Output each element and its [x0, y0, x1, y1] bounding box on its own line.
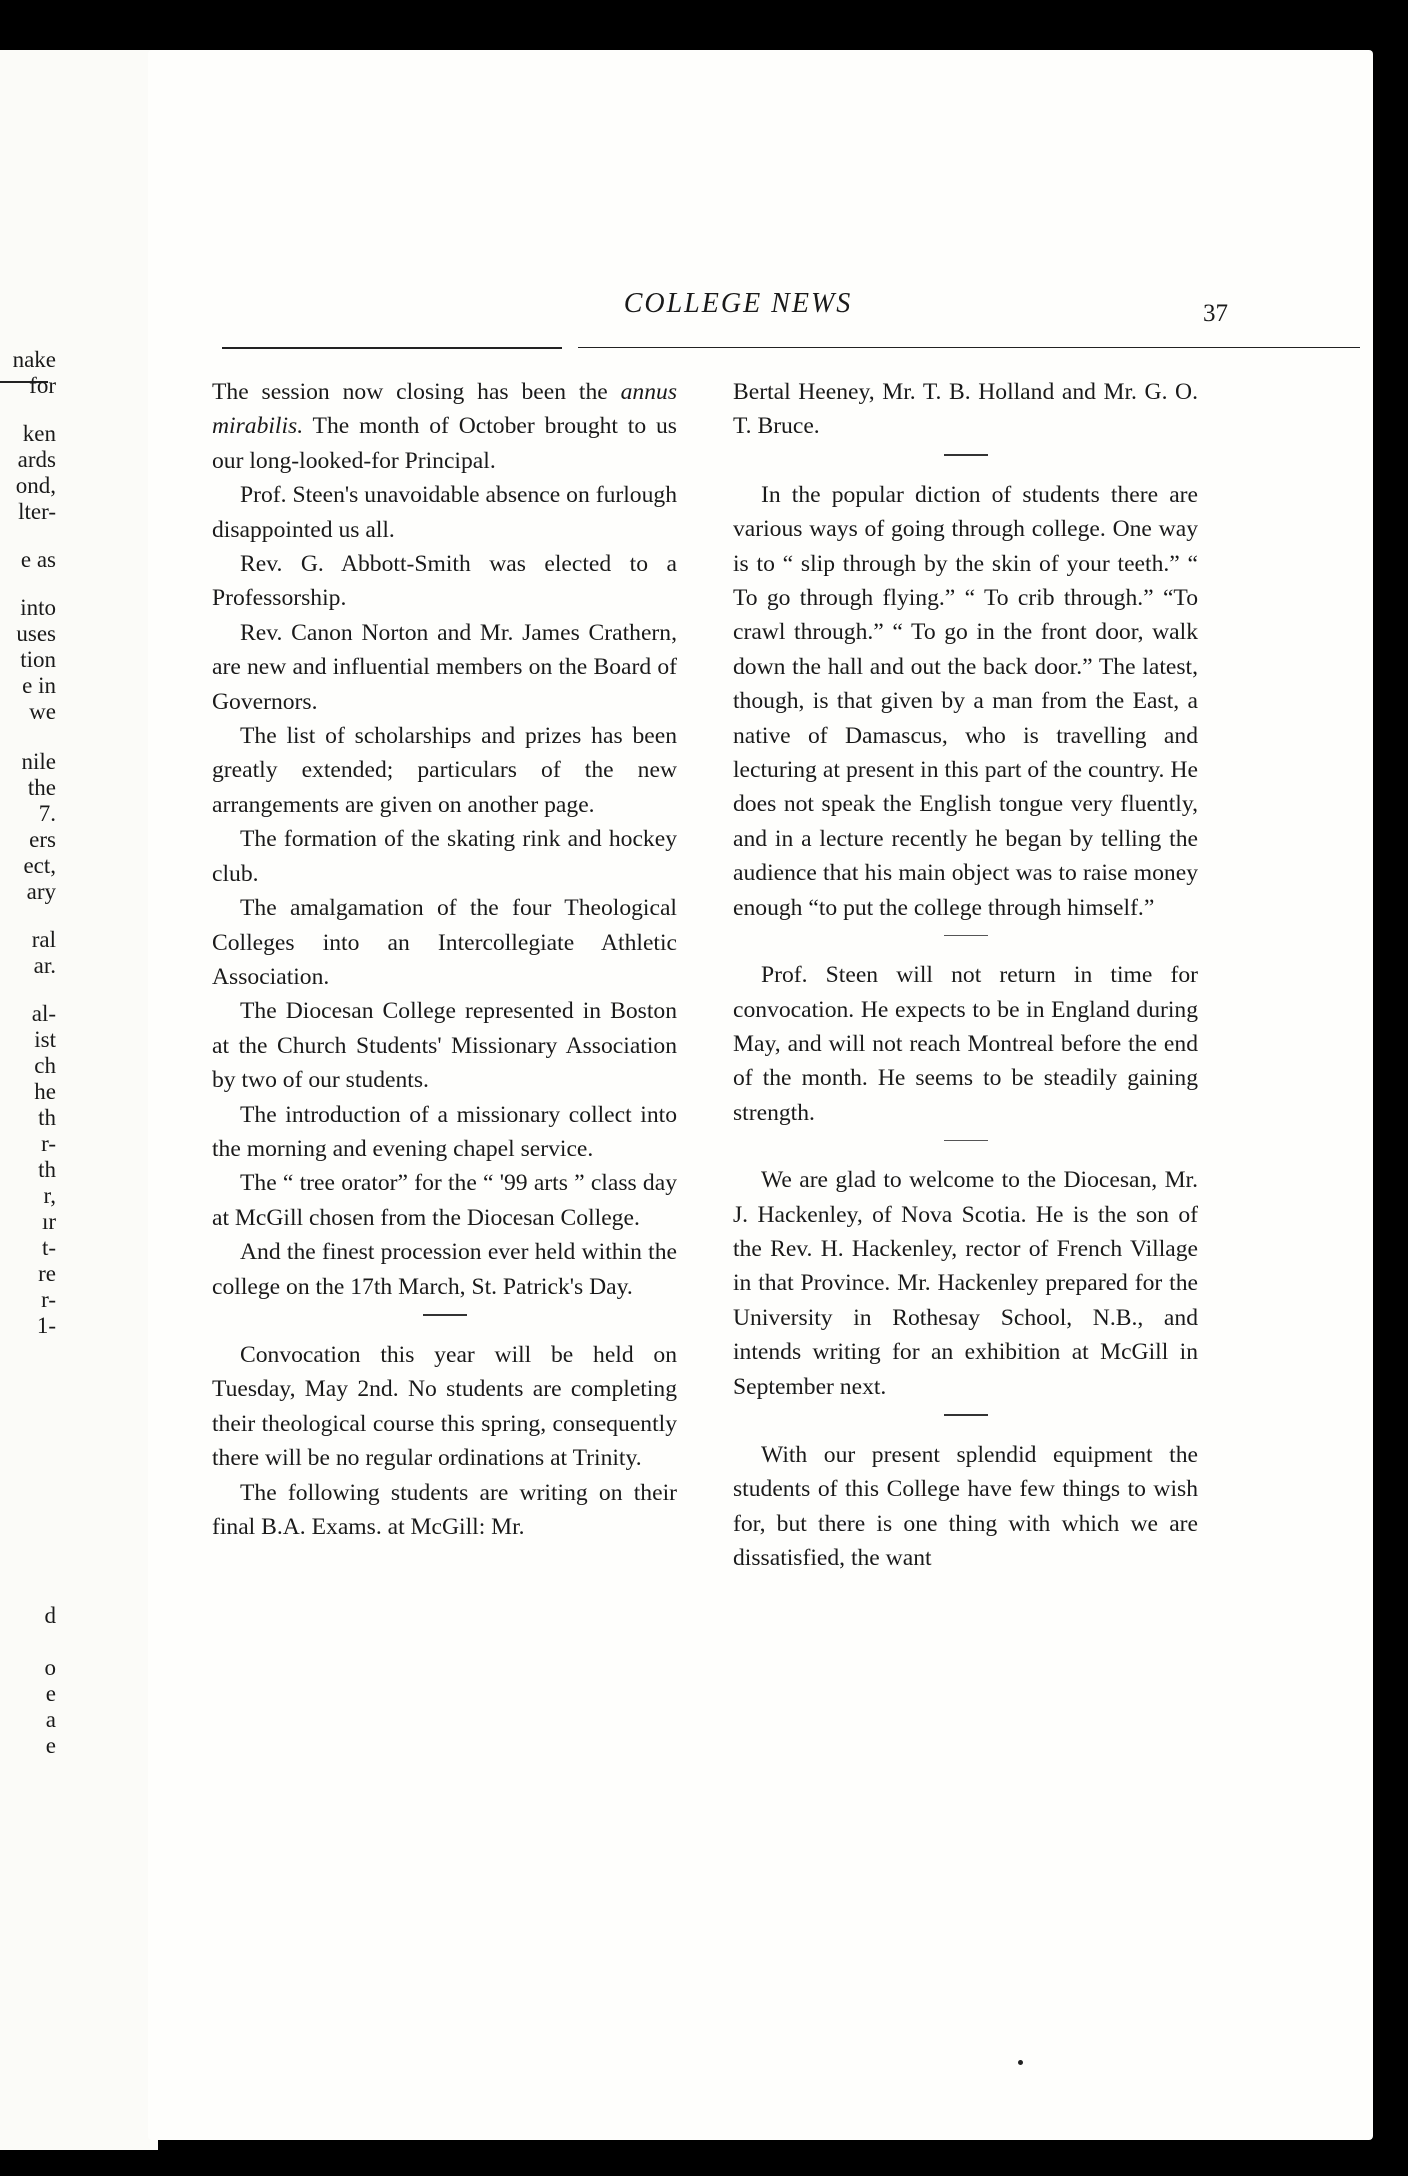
column-left	[212, 375, 677, 1544]
running-title: COLLEGE NEWS	[623, 288, 853, 319]
header-rule-right	[578, 347, 1360, 348]
facing-page-word-fragment: ary	[26, 879, 56, 904]
facing-page-edge	[0, 50, 158, 2150]
paragraph: In the popular diction of students there are various ways of going through college. One way is to “ slip through by the skin of your teeth.” “ To go through flying.” “ To crib through.” “To crawl through.” “ To go in the front door, walk down the hall and out the back door.” The latest, though, is that given by a man from the East, a native of Damascus, who is travelling and lecturing at present in this part of the country. He does not speak the English tongue very fluently, and in a lecture recently he began by telling the audience that his main object was to raise money enough “to put the college through himself.”	[733, 481, 1198, 921]
paragraph: The formation of the skating rink and hockey club.	[212, 826, 677, 887]
section-separator	[944, 935, 988, 936]
facing-page-word-fragment: ond,	[15, 473, 56, 498]
paragraph	[212, 375, 677, 478]
facing-page-word-fragment: e in	[22, 673, 56, 698]
facing-page-word-fragment: nile	[21, 749, 56, 774]
facing-page-word-fragment: r-	[41, 1131, 56, 1156]
paragraph: The introduction of a missionary collect into the morning and evening chapel service.	[212, 1101, 677, 1162]
paragraph: The following students are writing on their final B.A. Exams. at McGill: Mr.	[212, 1479, 677, 1540]
facing-page-word-fragment: al-	[31, 1001, 56, 1026]
section-separator	[944, 1414, 988, 1416]
paragraph: The list of scholarships and prizes has been greatly extended; particulars of the new arrangements are given on another page.	[212, 723, 677, 818]
facing-page-word-fragment: e	[45, 1681, 56, 1706]
facing-page-word-fragment: nake	[12, 347, 56, 372]
facing-page-word-fragment: ect,	[23, 853, 56, 878]
facing-page-word-fragment: 1-	[36, 1313, 56, 1338]
facing-page-word-fragment: o	[44, 1655, 56, 1680]
section-separator	[944, 1140, 988, 1141]
facing-page-word-fragment: t-	[41, 1235, 56, 1260]
facing-page-word-fragment: 7.	[38, 801, 56, 826]
facing-page-word-fragment: ken	[22, 421, 56, 446]
facing-page-word-fragment: uses	[16, 621, 56, 646]
paragraph: We are glad to welcome to the Diocesan, Mr. J. Hackenley, of Nova Scotia. He is the son of the Rev. H. Hackenley, rector of French Village in that Province. Mr. Hackenley prepared for the University in Rothesay School, N.B., and intends writing for an exhibition at McGill in September next.	[733, 1167, 1198, 1400]
facing-page-word-fragment: r-	[41, 1287, 56, 1312]
paragraph: Prof. Steen will not return in time for convocation. He expects to be in England during May, and will not reach Montreal before the end of the month. He seems to be steadily gaining strength.	[733, 962, 1198, 1126]
facing-page-word-fragment: we	[29, 699, 56, 724]
facing-page-word-fragment: a	[45, 1707, 56, 1732]
paragraph-text: The session now closing has been the annus mirabilis. The month of October brought to us our long-looked-for Principal.	[212, 379, 677, 474]
paragraph: Bertal Heeney, Mr. T. B. Holland and Mr. G. O. T. Bruce.	[733, 379, 1198, 440]
page-37	[148, 50, 1373, 2140]
facing-page-word-fragment: for	[29, 373, 56, 398]
section-separator	[423, 1314, 467, 1316]
paragraph: The amalgamation of the four Theological Colleges into an Intercollegiate Athletic Association.	[212, 895, 677, 990]
paragraph: The Diocesan College represented in Boston at the Church Students' Missionary Association by two of our students.	[212, 998, 677, 1094]
facing-page-word-fragment: ır	[41, 1209, 56, 1234]
paragraph: Prof. Steen's unavoidable absence on furlough disappointed us all.	[212, 482, 677, 543]
paragraph: Rev. Canon Norton and Mr. James Crathern, are new and influential members on the Board of Governors.	[212, 619, 677, 715]
facing-page-word-fragment: lter-	[18, 499, 56, 524]
section-separator	[944, 454, 988, 456]
paragraph: And the finest procession ever held within the college on the 17th March, St. Patrick's Day.	[212, 1239, 677, 1300]
facing-page-word-fragment: the	[27, 775, 56, 800]
facing-page-word-fragment: th	[38, 1157, 56, 1182]
facing-page-word-fragment: th	[38, 1105, 56, 1130]
paragraph: The “ tree orator” for the “ '99 arts ” class day at McGill chosen from the Diocesan College.	[212, 1170, 677, 1231]
facing-page-word-fragment: e as	[20, 547, 56, 572]
facing-page-word-fragment: ers	[29, 827, 56, 852]
facing-page-word-fragment: e	[45, 1733, 56, 1758]
paragraph: Convocation this year will be held on Tuesday, May 2nd. No students are completing their theological course this spring, consequently there will be no regular ordinations at Trinity.	[212, 1341, 677, 1472]
facing-page-word-fragment: ch	[34, 1053, 56, 1078]
facing-page-word-fragment: ards	[17, 447, 56, 472]
facing-page-word-fragment: he	[34, 1079, 56, 1104]
italic-phrase: annus mirabilis.	[212, 379, 677, 440]
header-rule-left	[222, 347, 562, 349]
facing-page-word-fragment: r,	[43, 1183, 56, 1208]
paragraph: With our present splendid equipment the students of this College have few things to wish for, but there is one thing with which we are dissatisfied, the want	[733, 1441, 1198, 1572]
facing-page-word-fragment: into	[20, 595, 56, 620]
facing-page-word-fragment: ar.	[33, 953, 56, 978]
paragraph: Rev. G. Abbott-Smith was elected to a Professorship.	[212, 551, 677, 612]
facing-page-word-fragment: ral	[31, 927, 56, 952]
column-right	[733, 375, 1198, 1576]
ink-speck	[1018, 2060, 1023, 2065]
facing-page-word-fragment: re	[38, 1261, 56, 1286]
facing-page-word-fragment: ist	[34, 1027, 56, 1052]
page-number: 37	[1203, 300, 1228, 327]
facing-page-word-fragment: d	[44, 1603, 56, 1628]
facing-page-word-fragment: tion	[20, 647, 56, 672]
